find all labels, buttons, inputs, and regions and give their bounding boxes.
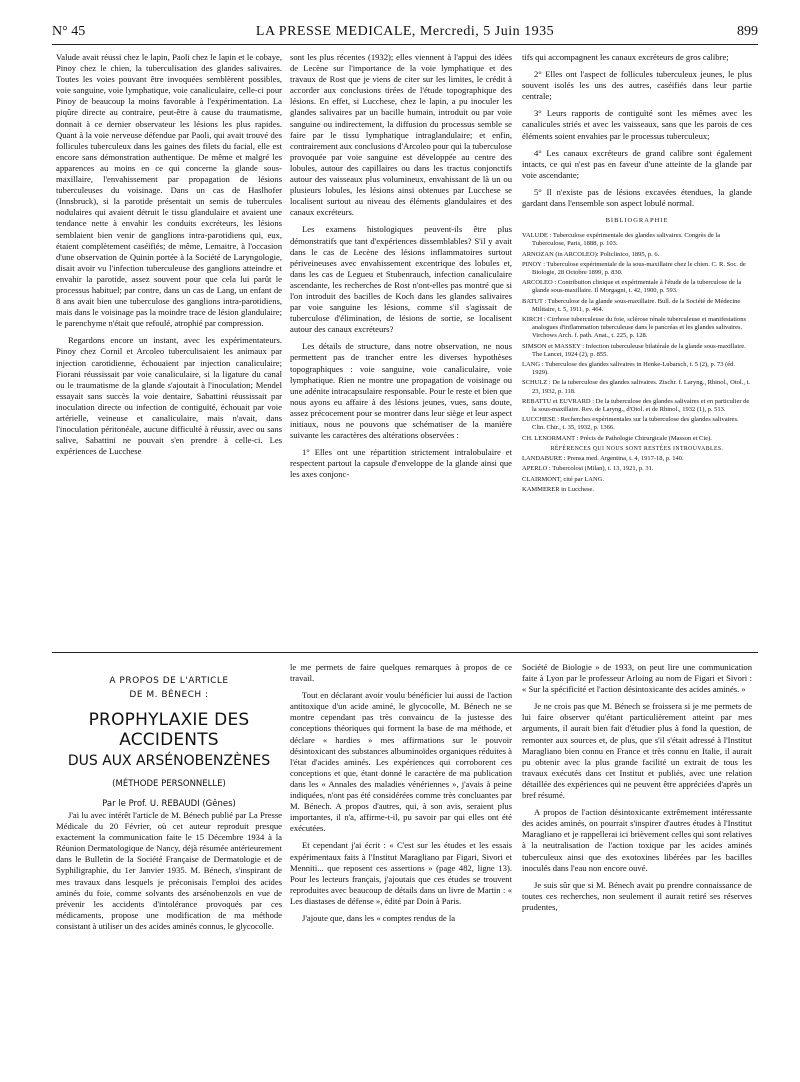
paragraph: 2° Elles ont l'aspect de follicules tuberculeux jeunes, le plus souvent isolés les uns des autres, caséifiés dans leur partie centrale; [522,69,752,102]
paragraph: A propos de l'action désintoxicante extrêmement intéressante des acides aminés, on pourrait s'inspirer d'autres études à l'Institut Maragliano et je rappellerai ici brièvement celles qui sont relatives à la neutralisation de l'action toxique par les acides aminés tuberculeux ainsi que des exotoxines libérées par les bacilles inoculés dans l'eau non encore ouvé. [522,807,752,873]
paragraph: Je suis sûr que si M. Bénech avait pu prendre connaissance de toutes ces recherches, non seulement il aurait retiré ses réserves prudentes, [522,879,752,912]
top-column-1 [56,52,282,644]
page-number: 899 [737,24,758,39]
paragraph: 4° Les canaux excréteurs de grand calibre sont également intacts, ce qui n'est pas en faveur d'une atteinte de la glande par voie ascendante; [522,147,752,180]
bibliography-entry: VALUDE : Tuberculose expérimentale des glandes salivaires. Congrès de la Tuberculose, Paris, 1888, p. 103. [522,232,721,248]
article-kicker: A PROPOS DE L'ARTICLE [109,676,229,686]
bibliography-entry: PINOY : Tuberculose expérimentale de la sous-maxillaire chez le chien. C. R. Soc. de Biologie, 28 Octobre 1899, p. 830. [522,260,746,277]
paragraph: Je ne crois pas que M. Bénech se froissera si je me permets de lui faire observer qu'étant particulièrement atteint par mes arguments, il aurait bien fait d'étudier plus à fond la question, de remonter aux sources et, de plus, que s'il s'était adressé à l'Institut Maragliano bien connu en France et très connu en Italie, il aurait pu obtenir avec la plus grande facilité un extrait de tous les travaux exécutés dans cet Institut et publiés, avec une relation détaillée des expériences qui ne peuvent être appréciées d'après un bref résumé. [522,701,752,801]
paragraph: J'ai lu avec intérêt l'article de M. Bénech publié par La Presse Médicale du 20 Février, où cet auteur reproduit presque exactement la communication faite le 15 Décembre 1934 à la Réunion Dermatologique de Nancy, déjà résumée antérieurement dans le Bulletin de la Société Française de Dermatologie et de Syphiligraphie, du 1er Janvier 1935. M. Bénech, s'inspirant de mes travaux dans lesquels je préconisais l'emploi des acides aminés du foie, comme solvants des arsénobenzols en vue de prévenir les accidents d'intolérance provoqués par ces médicaments, propose une modification de ma méthode consistant à utiliser un des acides aminés connus, le glycocolle. [56,810,282,931]
paragraph: 5° Il n'existe pas de lésions excavées étendues, la glande gardant dans l'ensemble son aspect lobulé normal. [522,186,752,209]
paragraph: 1° Elles ont une répartition strictement intralobulaire et respectent partout la capsule d'enveloppe de la glande ainsi que les axes conjonc- [290,447,512,480]
bibliography-entry: LANG : Tuberculose des glandes salivaires in Henke-Lubarsch, t. 5 (2), p. 73 (éd. 1929). [522,361,736,377]
bibliography-entry: ARNOZAN (in ARCOLEO): Policlinico, 1895, p. 6. [522,250,660,258]
top-column-3 [522,52,752,644]
bibliography-entry: SCHULZ : De la tuberculose des glandes salivaires. Ztschr. f. Laryng., Rhinol., Otol., t. 23, 1932, p. 118. [522,379,750,395]
bottom-column-1 [56,810,282,1072]
paragraph: sont les plus récentes (1932); elles viennent à l'appui des idées de Lecène sur l'importance de la voie lymphatique et des travaux de Rost que je viens de citer sur les limites, le crédit à accorder aux conclusions tirées de l'étude topographique des lésions. En effet, si Lucchese, chez le lapin, a pu inoculer les glandes salivaires par un bacille humain, introduit ou par voie sanguine ou indirectement, la diffusion du processus semble se faire par le tissu lymphatique intraglandulaire; et enfin, contrairement aux conclusions d'Arcoleo pour qui la tuberculose provoquée par voie sanguine est développée au centre des lobules, autour des capillaires ou dans les tractus conjonctifs autour des vaisseaux plus volumineux, envahissant de là un ou plusieurs lobules, les lésions ainsi obtenues par Lucchese se localisent surtout au niveau des éléments glandulaires et des canaux excréteurs. [290,52,512,218]
bibliography-entry: LANDABURE : Prensa med. Argentina, t. 4, 1917-18, p. 140. [522,455,684,463]
bibliography-entry: ARCOLEO : Contribution clinique et expérimentale à l'étude de la tuberculose de la glande sous-maxillaire. Il Morgagni, t. 42, 1900, p. 593. [522,279,742,295]
bibliography [522,232,752,494]
paragraph: le me permets de faire quelques remarques à propos de ce travail. [290,662,512,684]
bibliography-entry: KIRCH : Cirrhose tuberculeuse du foie, sclérose rénale tuberculeuse et manifestations analogues d'inflammation tuberculeuse dans le pancréas et les glandes salivaires. Virchows Arch. f. path. Anat., t. 225, p. 128. [522,316,746,340]
journal-title: LA PRESSE MEDICALE, Mercredi, 5 Juin 1935 [255,24,555,39]
bibliography-note: RÉFÉRENCES QUI NOUS SONT RESTÉES INTROUVABLES. [550,445,724,452]
paragraph: 3° Leurs rapports de contiguïté sont les mêmes avec les canalicules striés et avec les vaisseaux, sans que les parois de ces éléments soient envahies par le processus tuberculeux; [522,108,752,141]
paragraph: Les détails de structure, dans notre observation, ne nous permettent pas de trancher entre les diverses hypothèses topographiques : voie sanguine, voie canaliculaire, voie lymphatique. Rien ne montre une propagation de voisinage ou une adénite intracapsulaire responsable. Pour le reste et bien que nous ayons eu affaire à des lésions jeunes, vues, sans doute, assez précocement pour se montrer dans leur siège et leur aspect initiaux, nous ne pouvons que schématiser de la manière suivante les caractères des altérations observées : [290,341,512,441]
section-divider [52,652,758,653]
paragraph: Et cependant j'ai écrit : « C'est sur les études et les essais expérimentaux faits à l'Institut Maragliano par Figari, Sivori et Menniti... que reposent ces assertions » (page 482, ligne 13). Pour les lecteurs français, j'ajoutais que ces études se trouvent reproduites avec beaucoup de détails dans un livre de Martin : « Les diastases de défense », édité par Doin à Paris. [290,840,512,906]
top-column-2 [290,52,512,644]
bibliography-entry: APERLO : Tubercolosi (Milan), t. 13, 1921, p. 31. [522,465,654,473]
paragraph: Regardons encore un instant, avec les expérimentateurs. Pinoy chez Cornil et Arcoleo tuberculisaient les animaux par injection carotidienne, échouaient par injection canaliculaire; Fiorani réussissait par voie canaliculaire, si la ligature du canal ou le traumatisme de la glande s'ajoutait à l'inoculation; Mendel essayait sans succès la voie dentaire, Sabattini réussissait par inoculation directe ou infection de contiguïté, échouait par voie artérielle, veineuse et canaliculaire, mais n'avait, dans l'inoculation péritonéale, aucune difficulté à réussir, avec ou sans salive, Sabattini ne pouvait s'en prendre à celle-ci. Les expériences de Lucchese [56,335,282,457]
article-method: (MÉTHODE PERSONNELLE) [112,779,226,789]
paragraph: tifs qui accompagnent les canaux excréteurs de gros calibre; [522,52,729,62]
bibliography-entry: REBATTU et EUVRARD : De la tuberculose des glandes salivaires et en particulier de la sous-maxillaire. Rev. de Laryng., d'Otol. et de Rhinol., 1932 (1), p. 513. [522,397,750,414]
running-header [52,22,758,42]
bibliography-heading: BIBLIOGRAPHIE [605,217,669,225]
bottom-column-3 [522,662,752,1074]
article-title-block [56,674,282,811]
paragraph: Tout en déclarant avoir voulu bénéficier lui aussi de l'action antitoxique d'un acide aminé, le glycocolle, M. Bénech ne se montre cependant pas très convaincu de la justesse des conceptions théoriques qui forment la base de ma méthode, et déclare « hardies » mes affirmations sur le pouvoir désintoxicant des substances albuminoïdes organiques réduites à l'état d'acides aminés. Les expériences qui corroborent ces conceptions et que, étant donné le caractère de ma publication dans les « Annales des maladies vénériennes », j'avais à peine indiquées, n'ont pas été considérées comme très concluantes par M. Bénech. A propos d'autres, qui, à son avis, seraient plus importantes, il n'a, affirme-t-il, pu savoir par qui elles ont été exécutées. [290,690,512,834]
bibliography-entry: CH. LENORMANT : Précis de Pathologie Chirurgicale (Masson et Cie). [522,434,712,442]
bibliography-entry: BATUT : Tuberculose de la glande sous-maxillaire. Bull. de la Société de Médecine Militaire, t. 5, 1911, p. 464. [522,297,741,313]
bibliography-entry: LUCCHESE : Recherches expérimentales sur la tuberculose des glandes salivaires. Clin. Chir., t. 35, 1932, p. 1366. [522,416,739,432]
bibliography-entry: KAMMERER in Lucchese. [522,485,595,493]
header-rule [52,44,758,45]
paragraph: Valude avait réussi chez le lapin, Paoli chez le lapin et le cobaye, Pinoy chez le chien, la tuberculisation des glandes salivaires. Toutes les voies pouvant être invoquées semblèrent possibles, voie sanguine, voie lymphatique, voie canaliculaire, celle-ci pour Pinoy de beaucoup la moins favorable à l'expérimentation. La piqûre directe au contraire, peut-être à cause du traumatisme, donnait à ce dernier observateur les lésions les plus rapides. Quant à la voie nerveuse défendue par Paoli, qui avait trouvé des follicules tuberculeux dans les gaines des filets du facial, elle est encore sans démonstration authentique. De même et malgré les apparences au moins en ce qui concerne la glande sous-maxillaire, l'envahissement par propagation de lésions tuberculeuses du voisinage. Dans un cas de Haslhofer (Innsbruck), si la parotide présentait un semis de tubercules nodulaires qui avaient détruit le tissu glandulaire et avaient une tendance nette à envahir les conduits excréteurs, les lésions semblaient bien venir de ganglions intra-parotidiens qui, eux, étaient complètement caséifiés; de même, Lemaitre, à l'occasion d'une observation de Quinin portée à la Société de Laryngologie, disait avoir vu l'infection tuberculeuse des ganglions atteindre et envahir la parotide, assez souvent pour que cela lui parût le processus habituel; par contre, dans un cas de Lang, un enfant de 8 ans avait bien une tuberculose des ganglions intra-parotidiens, mais dans le voisinage pas la moindre trace de lésion glandulaire; le parenchyme n'était que refoulé, atrophié par compression. [56,52,282,329]
article-author: Par le Prof. U. REBAUDI (Gênes) [102,799,236,809]
issue-number: N° 45 [52,24,86,39]
bibliography-entry: SIMSON et MASSEY : Infection tuberculeuse bilatérale de la glande sous-maxillaire. The Lancet, 1924 (2), p. 855. [522,342,746,358]
bottom-column-2 [290,662,512,1074]
bibliography-entry: CLAIRMONT, cité par LANG. [522,475,605,483]
paragraph: Les examens histologiques peuvent-ils être plus démonstratifs que tant d'expériences dissemblables? S'il y avait dans le cas de Lecène des lésions inflammatoires surtout périveineuses avec envahissement excentrique des lobules et, dans les cas de Legueu et Stubenrauch, infection canaliculaire ascendante, les recherches de Rost n'ont-elles pas montré que si l'on introduit des bacilles de Koch dans les glandes salivaires par voie sanguine les lésions, comme s'il s'agissait de tuberculose d'élimination, de lésions de sortie, se localisent autour des canaux excréteurs? [290,224,512,335]
article-kicker: DE M. BÉNECH : [129,690,209,700]
article-title: PROPHYLAXIE DES ACCIDENTS [88,710,250,750]
paragraph: J'ajoute que, dans les « comptes rendus de la [302,912,456,923]
paragraph: Société de Biologie » de 1933, on peut lire une communication faite à Lyon par le professeur Arloing au nom de Figari et Sivori : « Sur la spécificité et l'action désintoxicante des acides aminés. » [522,662,752,695]
article-subtitle: DUS AUX ARSÉNOBENZÈNES [67,753,271,769]
